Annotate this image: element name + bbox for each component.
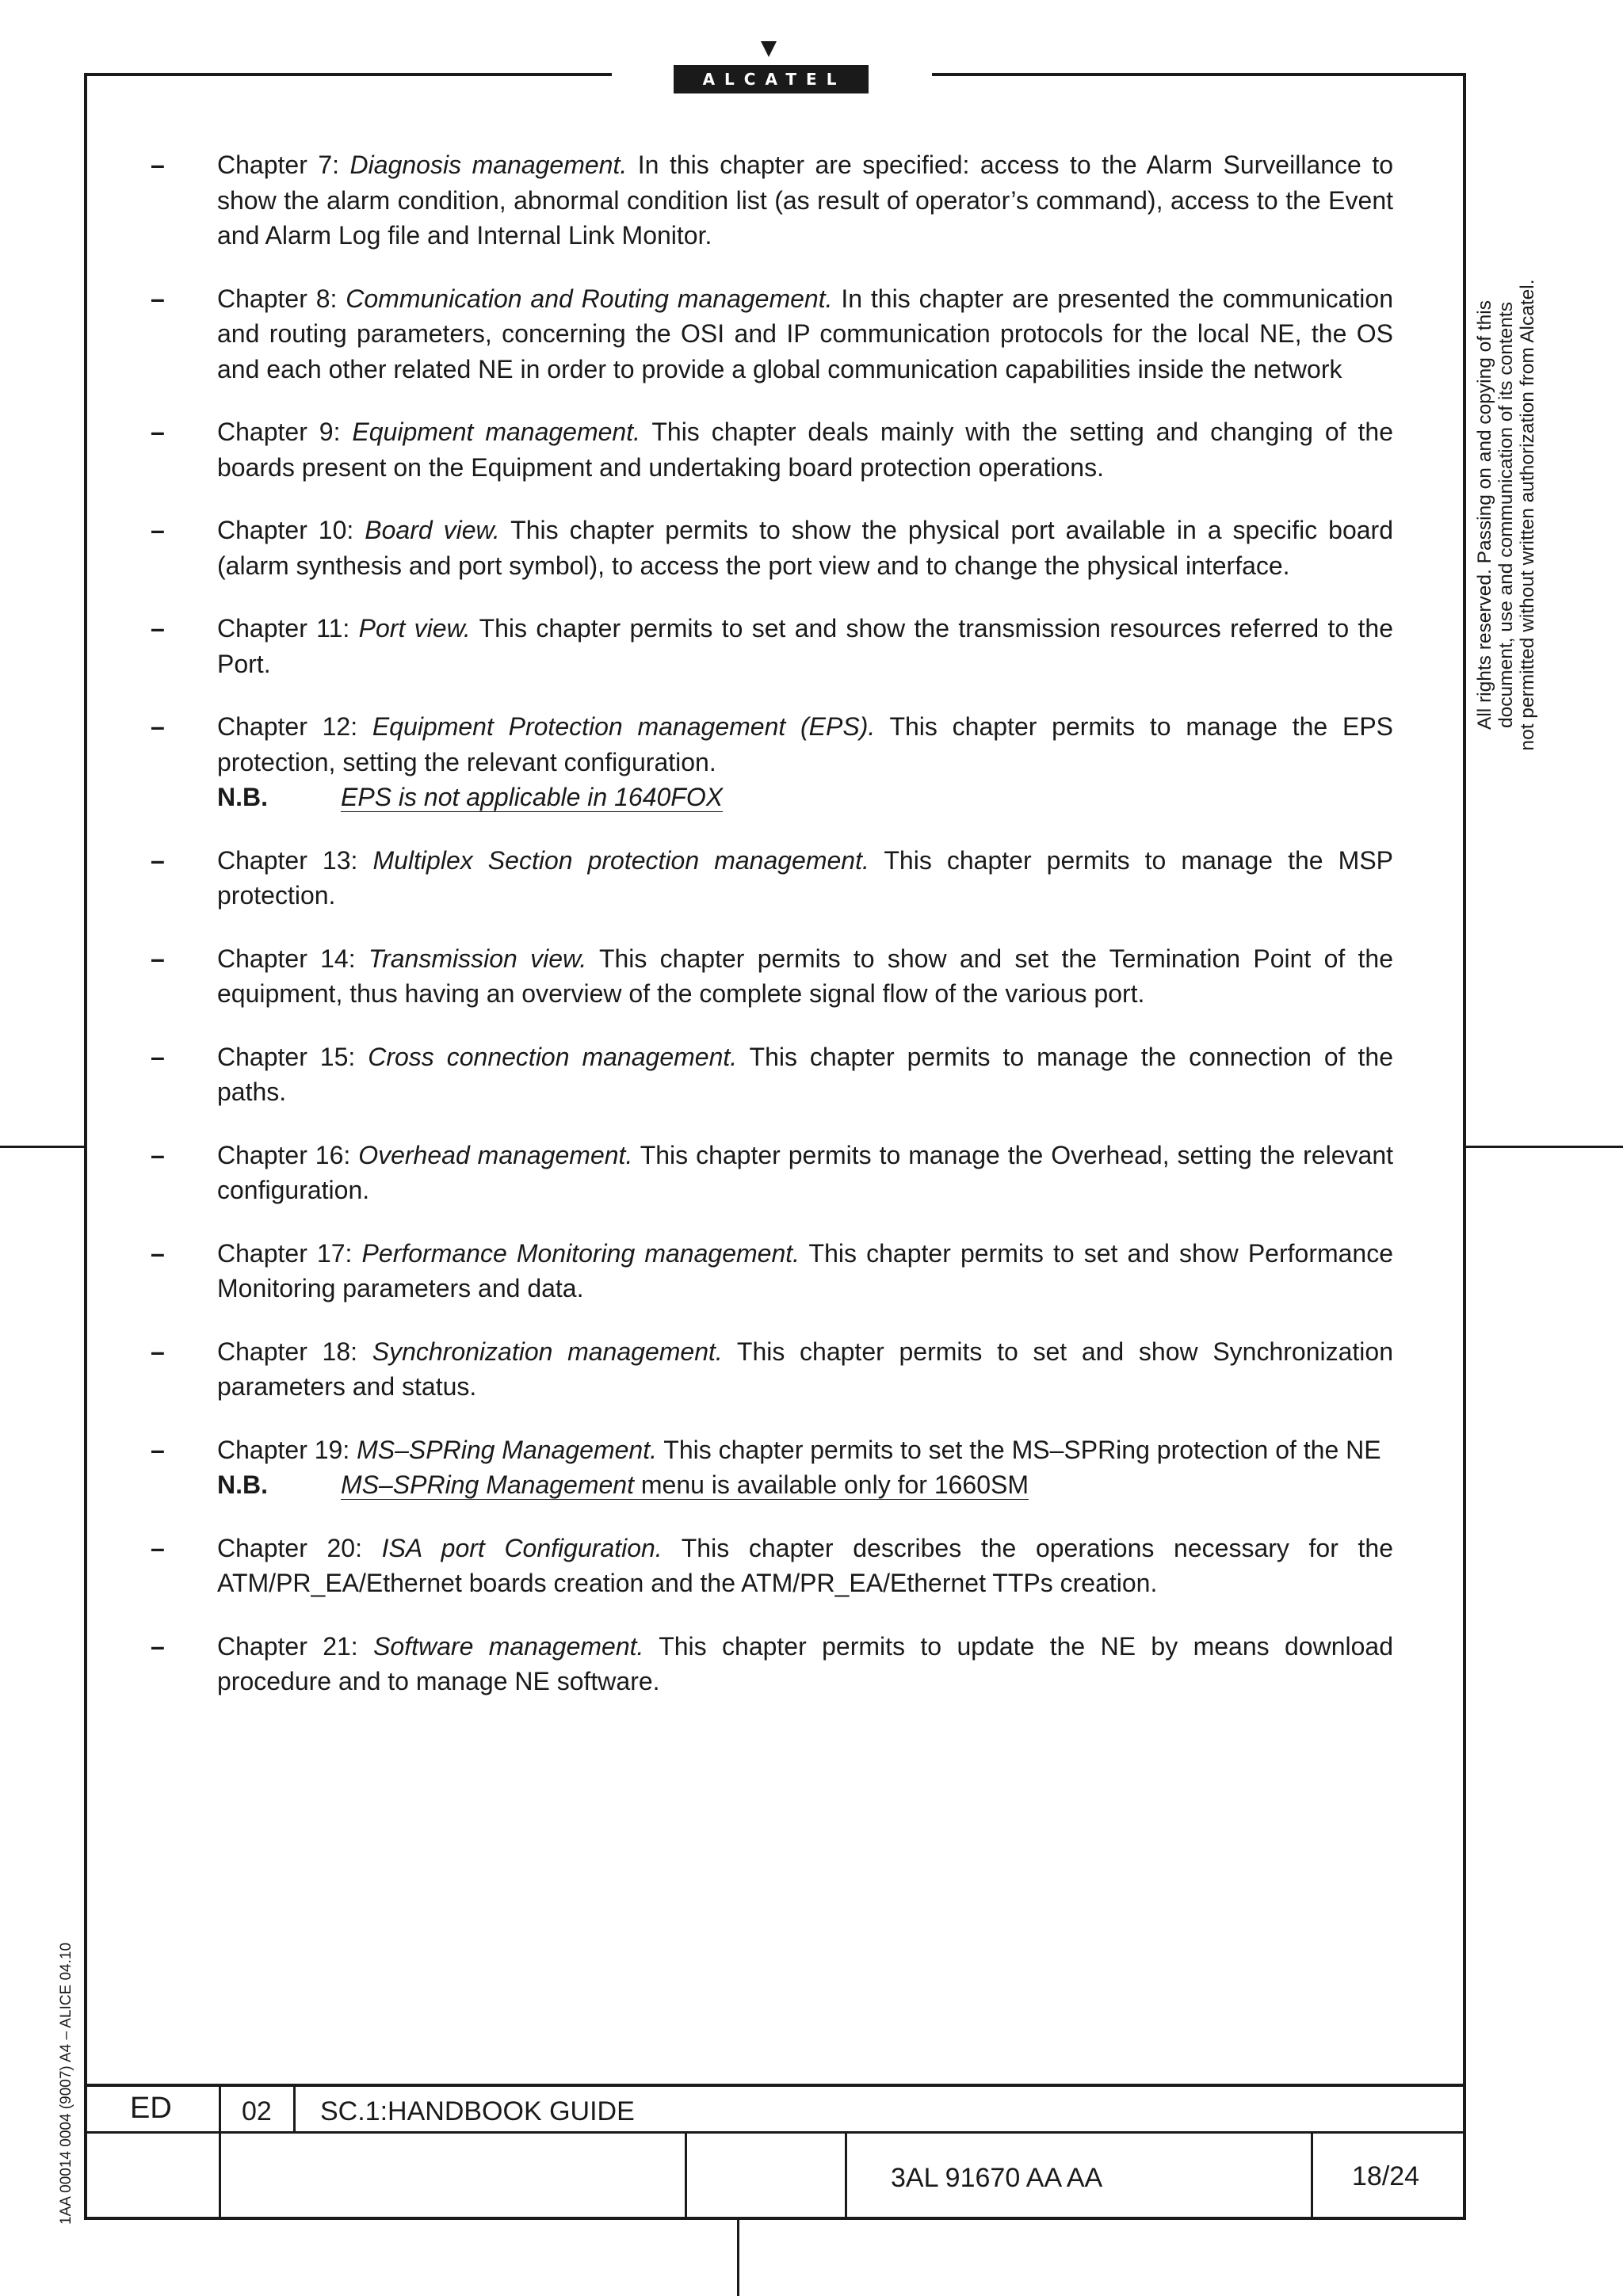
list-item: – Chapter 12: Equipment Protection management (EPS). This chapter permits to manage the EPS protection, setting the relevant configuration. N.B. EPS is not applicable in 1640FOX (151, 709, 1393, 815)
bullet-dash: – (151, 614, 165, 643)
logo-triangle-icon (761, 41, 777, 57)
list-item: – Chapter 11: Port view. This chapter permits to set and show the transmission resources referred to the Port. (151, 611, 1393, 681)
fold-mark-right (1466, 1146, 1623, 1148)
list-item: – Chapter 8: Communication and Routing management. In this chapter are presented the communication and routing parameters, concerning the OSI and IP communication protocols for the local NE, the OS and each other related NE in order to provide a global communication capabilities inside the network (151, 281, 1393, 387)
list-item: – Chapter 7: Diagnosis management. In this chapter are specified: access to the Alarm Surveillance to show the alarm condition, abnormal condition list (as result of operator’s command), access to the Event and Alarm Log file and Internal Link Monitor. (151, 147, 1393, 254)
nb-note (217, 1467, 1393, 1503)
chapter-title: Board view. (365, 516, 500, 544)
copyright-note: All rights reserved. Passing on and copying of this document, use and communication of its contents not permitted without written authorization from Alcatel. (1474, 279, 1538, 751)
frame-top-left (84, 73, 612, 76)
chapter-title: Communication and Routing management. (346, 284, 833, 313)
chapter-title: Equipment management. (352, 418, 640, 446)
footer-mid-border (84, 2131, 1466, 2134)
footer-top-border (84, 2084, 1466, 2087)
nb-note (217, 780, 1393, 815)
footer-vline-1 (219, 2084, 221, 2218)
chapter-title: MS–SPRing Management. (357, 1435, 657, 1464)
list-item: – Chapter 18: Synchronization management. This chapter permits to set and show Synchronization parameters and status. (151, 1334, 1393, 1405)
bullet-dash: – (151, 1042, 165, 1071)
nb-label: N.B. (217, 1470, 268, 1499)
chapter-title: Equipment Protection management (EPS). (372, 712, 876, 741)
bullet-dash: – (151, 1533, 165, 1562)
bullet-dash: – (151, 516, 165, 544)
list-item: – Chapter 10: Board view. This chapter permits to show the physical port available in a specific board (alarm synthesis and port symbol), to access the port view and to change the physical interface. (151, 513, 1393, 583)
nb-text: EPS is not applicable in 1640FOX (341, 783, 724, 811)
chapter-list (151, 147, 1393, 1727)
bullet-dash: – (151, 944, 165, 973)
list-item: – Chapter 21: Software management. This chapter permits to update the NE by means download procedure and to manage NE software. (151, 1629, 1393, 1699)
fold-mark-left (0, 1146, 84, 1148)
template-code: 1AA 00014 0004 (9007) A4 – ALICE 04.10 (58, 1942, 74, 2225)
chapter-title: Performance Monitoring management. (361, 1238, 800, 1268)
list-item: – Chapter 15: Cross connection management. This chapter permits to manage the connection of the paths. (151, 1039, 1393, 1110)
bullet-dash: – (151, 845, 165, 875)
list-item: – Chapter 9: Equipment management. This chapter deals mainly with the setting and changing of the boards present on the Equipment and undertaking board protection operations. (151, 414, 1393, 485)
nb-label: N.B. (217, 783, 268, 811)
chapter-title: Software management. (373, 1631, 644, 1661)
list-item: – Chapter 17: Performance Monitoring management. This chapter permits to set and show Performance Monitoring parameters and data. (151, 1236, 1393, 1306)
bullet-dash: – (151, 284, 165, 313)
list-item: – Chapter 13: Multiplex Section protection management. This chapter permits to manage the MSP protection. (151, 843, 1393, 913)
chapter-title: Synchronization management. (372, 1337, 723, 1366)
page-number: 18/24 (1352, 2161, 1420, 2191)
list-item: – Chapter 19: MS–SPRing Management. This chapter permits to set the MS–SPRing protection of the NE N.B. MS–SPRing Management menu is available only for 1660SM (151, 1432, 1393, 1503)
bullet-dash: – (151, 418, 165, 446)
chapter-title: Overhead management. (358, 1140, 633, 1169)
document-code: 3AL 91670 AA AA (891, 2163, 1103, 2193)
document-title: SC.1:HANDBOOK GUIDE (320, 2096, 635, 2126)
frame-left (84, 73, 87, 2220)
chapter-title: ISA port Configuration. (381, 1533, 663, 1562)
chapter-title: Cross connection management. (368, 1042, 738, 1071)
chapter-title: Multiplex Section protection management. (372, 845, 869, 875)
list-item: – Chapter 16: Overhead management. This chapter permits to manage the Overhead, setting the relevant configuration. (151, 1138, 1393, 1208)
bullet-dash: – (151, 1435, 165, 1464)
frame-top-right (932, 73, 1466, 76)
chapter-title: Port view. (358, 614, 471, 643)
list-item: – Chapter 20: ISA port Configuration. This chapter describes the operations necessary for the ATM/PR_EA/Ethernet boards creation and the ATM/PR_EA/Ethernet TTPs creation. (151, 1531, 1393, 1601)
footer-vline-2 (293, 2084, 296, 2133)
bullet-dash: – (151, 1238, 165, 1268)
ed-label: ED (130, 2092, 172, 2125)
list-item: – Chapter 14: Transmission view. This chapter permits to show and set the Termination Point of the equipment, thus having an overview of the complete signal flow of the various port. (151, 941, 1393, 1012)
bullet-dash: – (151, 1631, 165, 1661)
bullet-dash: – (151, 1140, 165, 1169)
frame-bottom (84, 2217, 1466, 2220)
chapter-title: Transmission view. (368, 944, 587, 973)
chapter-title: Diagnosis management. (349, 151, 628, 179)
bullet-dash: – (151, 712, 165, 741)
ed-value: 02 (242, 2096, 272, 2126)
footer-vline-4 (845, 2131, 847, 2218)
footer-vline-3 (685, 2131, 687, 2218)
alcatel-logo: ALCATEL (674, 65, 869, 93)
nb-text: MS–SPRing Management menu is available only for 1660SM (341, 1470, 1029, 1499)
footer-vline-5 (1311, 2131, 1313, 2218)
bottom-center-mark (737, 2220, 739, 2296)
bullet-dash: – (151, 151, 165, 179)
bullet-dash: – (151, 1337, 165, 1366)
